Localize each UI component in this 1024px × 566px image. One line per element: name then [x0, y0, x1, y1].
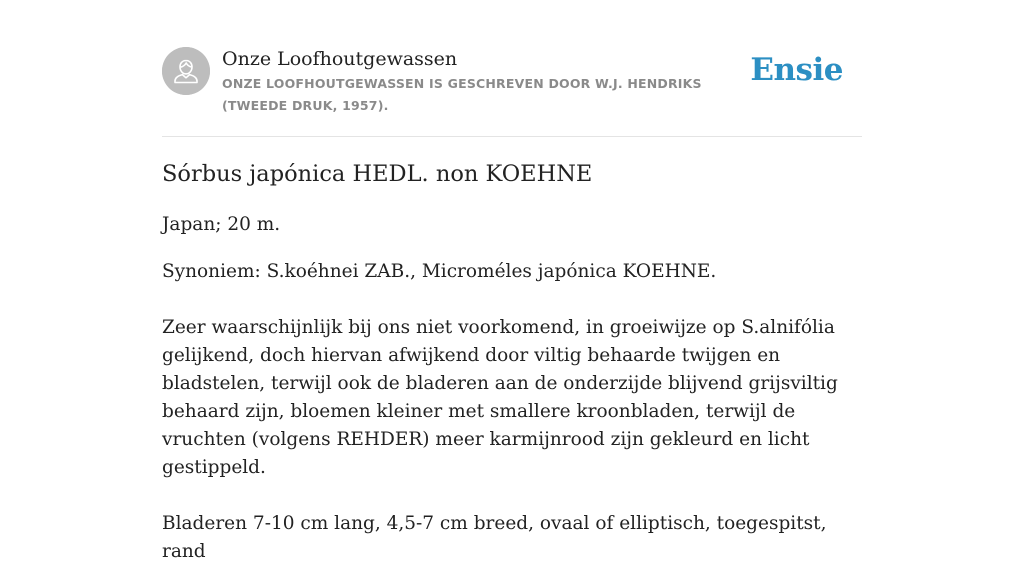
article-paragraph-leaves: Bladeren 7-10 cm lang, 4,5-7 cm breed, ovaal of elliptisch, toegespitst, rand [162, 513, 827, 562]
article-paragraph-description: Zeer waarschijnlijk bij ons niet voorkomend, in groeiwijze op S.alnifólia gelijkend, doch hiervan afwijkend door viltig behaarde twijgen en bladstelen, terwijl ook de bladeren aan de onderzijde blijvend grijsviltig behaard zijn, bloemen kleiner met smallere kroonbladen, terwijl de vruchten (volgens REHDER) meer karmijnrood zijn gekleurd en licht gestippeld. [162, 317, 838, 478]
article-paragraph-origin: Japan; 20 m. [162, 214, 281, 235]
publication-description: ONZE LOOFHOUTGEWASSEN IS GESCHREVEN DOOR W.J. HENDRIKS (TWEEDE DRUK, 1957). [222, 76, 702, 113]
article [162, 158, 862, 566]
ensie-logo[interactable]: Ensie [750, 52, 843, 88]
article-paragraph-synonyms: Synoniem: S.koéhnei ZAB., Microméles japónica KOEHNE. [162, 261, 717, 282]
user-avatar-icon[interactable] [162, 47, 210, 95]
page [162, 0, 862, 562]
publication-title[interactable]: Onze Loofhoutgewassen [222, 48, 458, 70]
publication-header [162, 47, 862, 137]
article-title: Sórbus japónica HEDL. non KOEHNE [162, 161, 593, 187]
